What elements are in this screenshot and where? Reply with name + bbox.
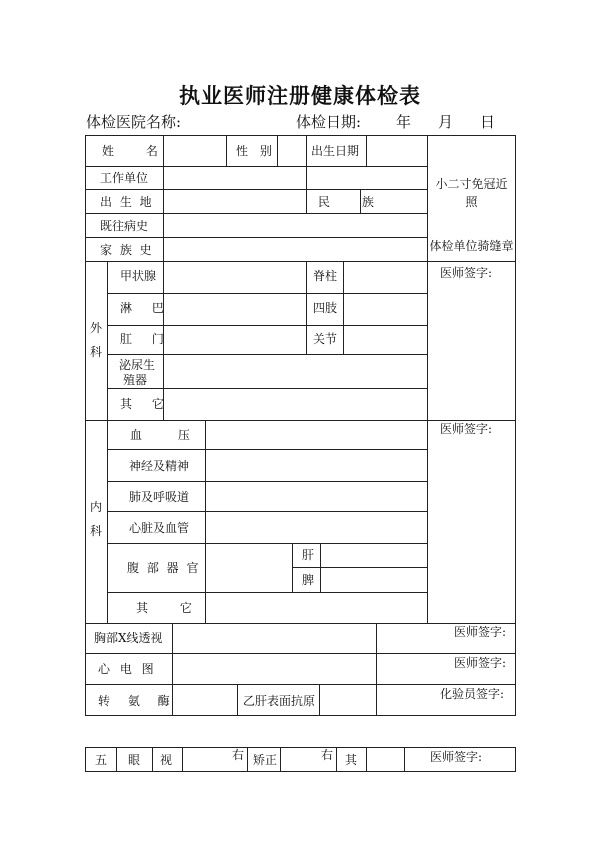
limbs-label: 四肢 — [313, 301, 338, 315]
anus-label: 肛 门 — [120, 332, 172, 346]
day-label: 日 — [480, 113, 496, 131]
hbsag-label: 乙肝表面抗原 — [243, 694, 316, 708]
ent-five-label: 五 — [95, 753, 108, 767]
right-eye-corrected-label: 右 — [321, 748, 334, 762]
spleen-label: 脾 — [302, 573, 315, 587]
exam-date-label: 体检日期: — [296, 113, 362, 131]
photo-instruction-2: 照 — [465, 195, 478, 209]
spine-label: 脊柱 — [313, 269, 338, 283]
thyroid-label: 甲状腺 — [120, 269, 157, 283]
employer-label: 工作单位 — [100, 171, 149, 185]
photo-instruction: 小二寸免冠近 — [435, 177, 508, 191]
alt-label: 转 氨 酶 — [98, 694, 177, 708]
ent-other-label: 其 — [345, 753, 358, 767]
name-label: 姓 名 — [102, 144, 172, 158]
right-eye-label: 右 — [232, 748, 245, 762]
lungs-label: 肺及呼吸道 — [129, 490, 190, 504]
ethnicity-label: 民 族 — [318, 195, 388, 209]
surgery-section-label: 外科 — [89, 321, 102, 359]
surgery-other-label: 其 它 — [120, 397, 172, 411]
joints-label: 关节 — [313, 332, 338, 346]
vision-label: 视 — [160, 753, 173, 767]
history-label: 既往病史 — [100, 219, 149, 233]
xray-doctor-sign: 医师签字: — [454, 625, 507, 639]
hospital-label: 体检医院名称: — [86, 113, 182, 131]
surgery-doctor-sign: 医师签字: — [440, 266, 493, 280]
ecg-label: 心 电 图 — [98, 662, 157, 676]
internal-doctor-sign: 医师签字: — [440, 422, 493, 436]
liver-label: 肝 — [302, 548, 315, 562]
blood-pressure-label: 血 压 — [130, 428, 206, 442]
xray-label: 胸部X线透视 — [94, 631, 163, 645]
page-title: 执业医师注册健康体检表 — [179, 83, 421, 108]
ecg-doctor-sign: 医师签字: — [454, 656, 507, 670]
birth-date-label: 出生日期 — [311, 144, 360, 158]
internal-other-label: 其 它 — [136, 601, 206, 615]
lymph-label: 淋 巴 — [120, 301, 172, 315]
eye-label: 眼 — [128, 753, 141, 767]
heart-label: 心脏及血管 — [129, 521, 190, 535]
month-label: 月 — [438, 113, 454, 131]
gender-label: 性 别 — [236, 144, 276, 158]
urogenital-label: 泌尿生 — [119, 358, 156, 372]
photo-placeholder — [428, 175, 515, 211]
neuro-label: 神经及精神 — [129, 459, 190, 473]
birthplace-label: 出 生 地 — [100, 195, 154, 209]
year-label: 年 — [396, 113, 412, 131]
internal-section-label: 内科 — [89, 500, 102, 538]
ent-doctor-sign: 医师签字: — [430, 750, 483, 764]
urogenital-label-2: 殖器 — [123, 373, 148, 387]
abdomen-label: 腹 部 器 官 — [127, 561, 201, 575]
corrected-label: 矫正 — [253, 753, 278, 767]
lab-sign: 化验员签字: — [440, 687, 505, 701]
seal-label: 体检单位骑缝章 — [429, 239, 514, 253]
family-history-label: 家 族 史 — [100, 243, 154, 257]
